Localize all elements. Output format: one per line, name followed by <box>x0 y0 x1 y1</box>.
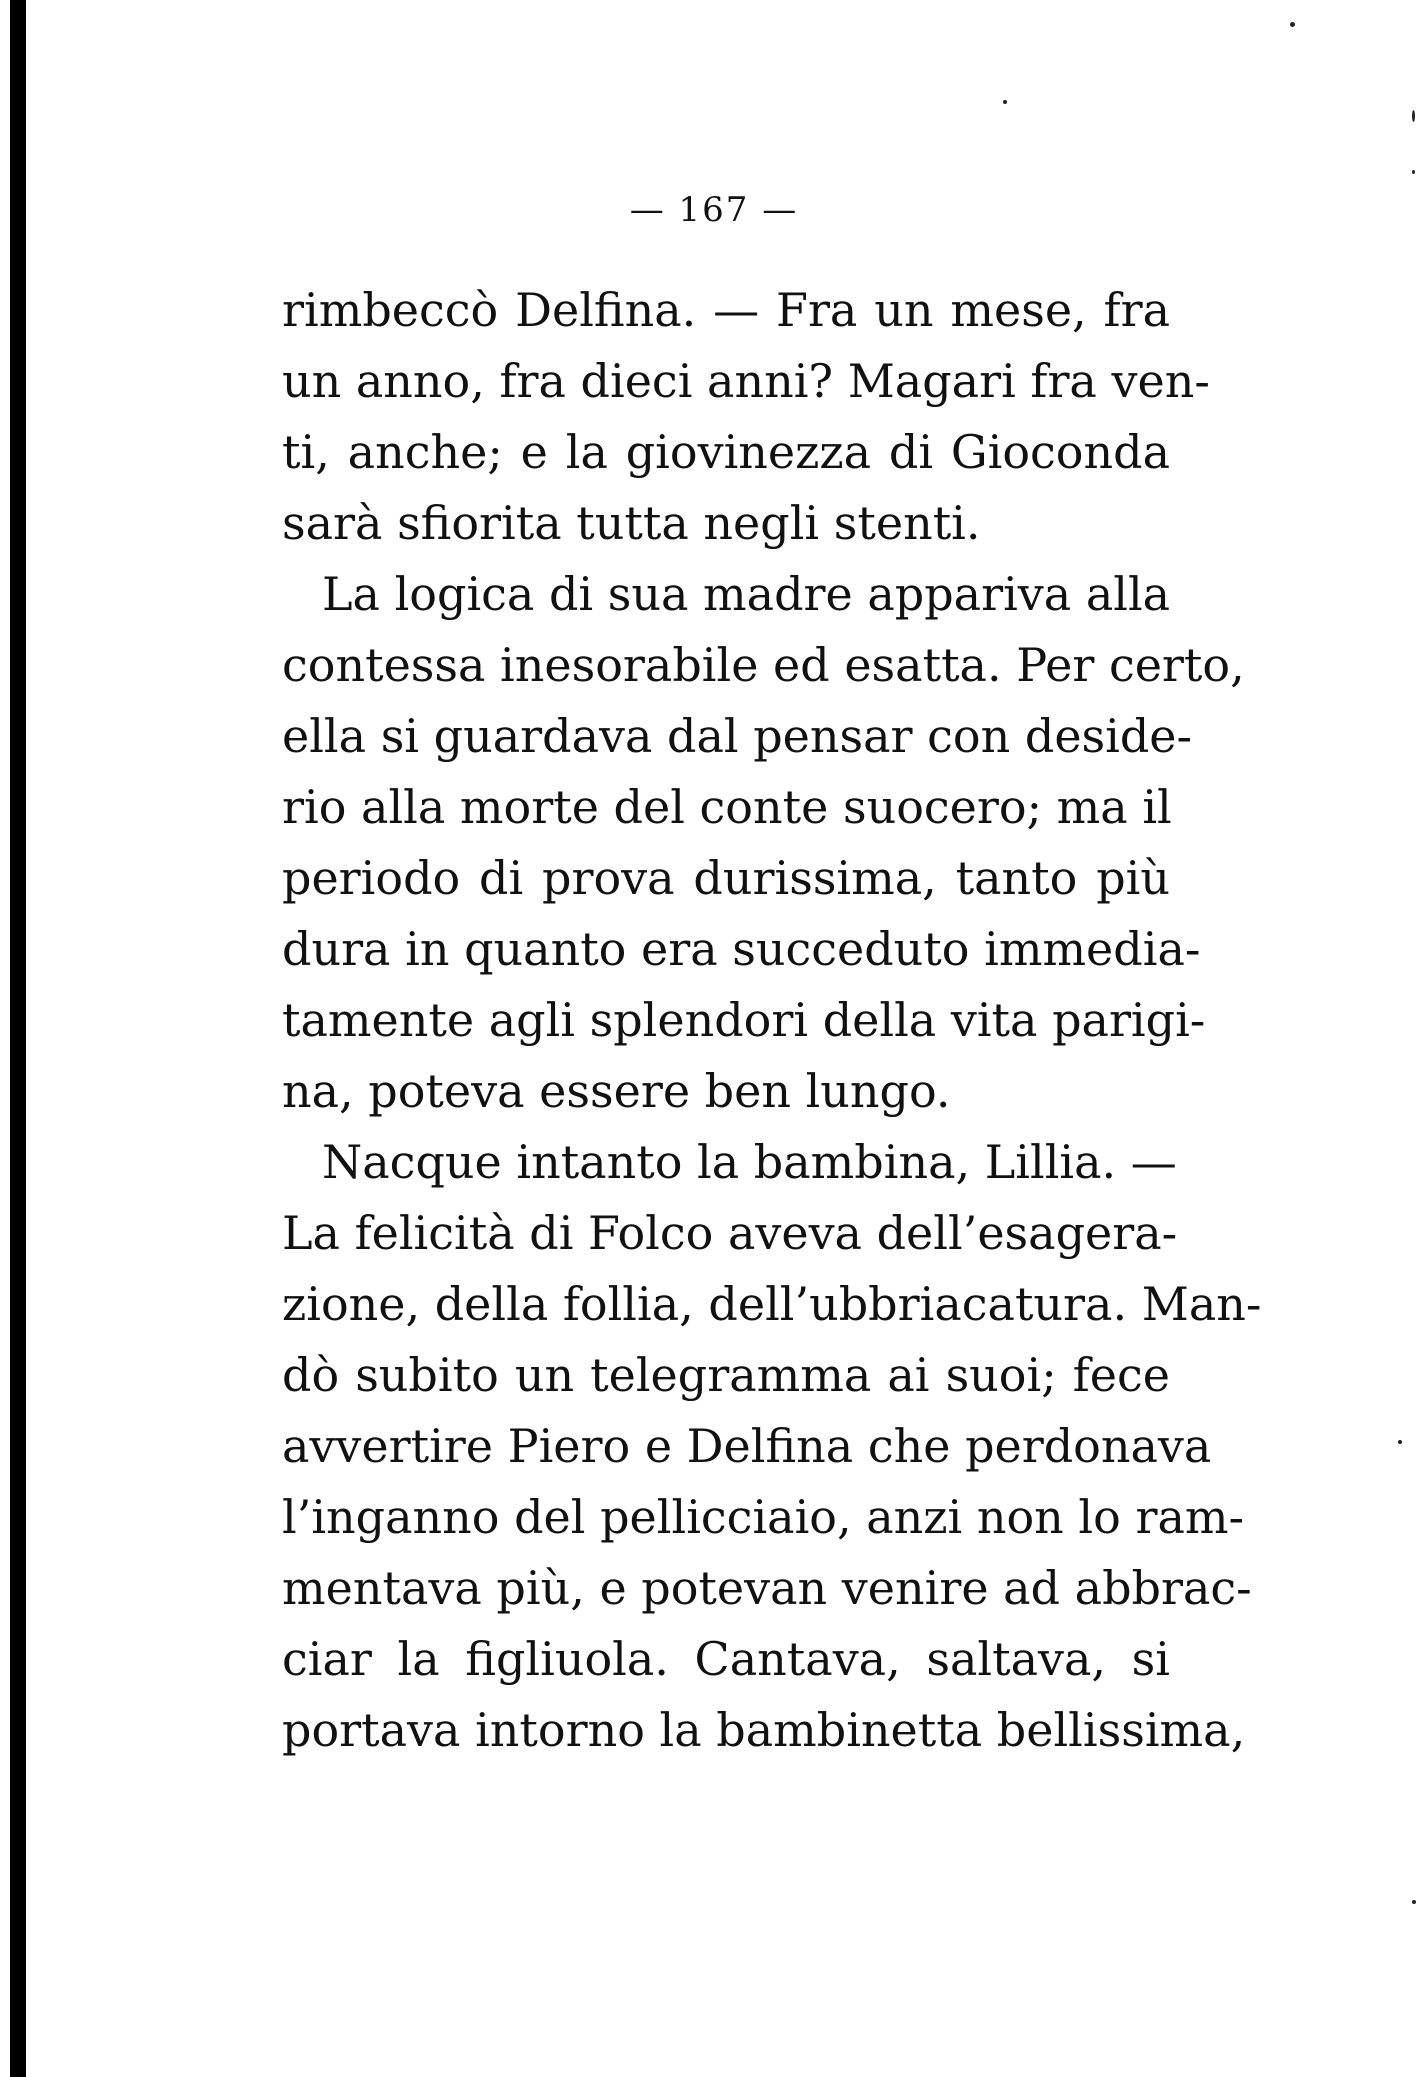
text-line: l’inganno del pellicciaio, anzi non lo ram- <box>282 1490 1245 1544</box>
text-line: periodo di prova durissima, tanto più <box>282 851 1170 905</box>
text-line: zione, della follia, dell’ubbriacatura. Man- <box>282 1277 1262 1331</box>
text-line: ella si guardava dal pensar con deside- <box>282 709 1193 763</box>
text-line: tamente agli splendori della vita parigi- <box>282 993 1206 1047</box>
scan-speck <box>1412 1900 1416 1904</box>
paragraph <box>282 275 1210 559</box>
scan-speck <box>1412 170 1415 174</box>
text-line: La logica di sua madre appariva alla <box>322 567 1171 621</box>
text-line: rio alla morte del conte suocero; ma il <box>282 780 1172 834</box>
text-line: dura in quanto era succeduto immedia- <box>282 922 1201 976</box>
page-number: — 167 — <box>629 190 799 230</box>
scan-speck <box>1290 22 1295 27</box>
scan-speck <box>1412 110 1415 122</box>
text-line: Nacque intanto la bambina, Lillia. — <box>322 1135 1177 1189</box>
paragraph <box>282 559 1245 1127</box>
scan-speck <box>1003 100 1007 104</box>
text-line: ciar la figliuola. Cantava, saltava, si <box>282 1632 1170 1686</box>
text-line: dò subito un telegramma ai suoi; fece <box>282 1348 1170 1402</box>
text-line: avvertire Piero e Delfina che perdonava <box>282 1419 1212 1473</box>
text-line: un anno, fra dieci anni? Magari fra ven- <box>282 354 1210 408</box>
text-line: portava intorno la bambinetta bellissima, <box>282 1703 1246 1757</box>
page-binding-edge <box>10 0 26 2077</box>
text-line: sarà sfiorita tutta negli stenti. <box>282 496 981 550</box>
scan-speck <box>1398 1440 1402 1444</box>
text-line: na, poteva essere ben lungo. <box>282 1064 951 1118</box>
text-line: contessa inesorabile ed esatta. Per certo, <box>282 638 1245 692</box>
text-line: mentava più, e potevan venire ad abbrac- <box>282 1561 1252 1615</box>
paragraph <box>282 1127 1262 1766</box>
text-line: La felicità di Folco aveva dell’esagera- <box>282 1206 1178 1260</box>
body-text <box>282 275 1262 1766</box>
text-line: ti, anche; e la giovinezza di Gioconda <box>282 425 1170 479</box>
text-line: rimbeccò Delfina. — Fra un mese, fra <box>282 283 1170 337</box>
